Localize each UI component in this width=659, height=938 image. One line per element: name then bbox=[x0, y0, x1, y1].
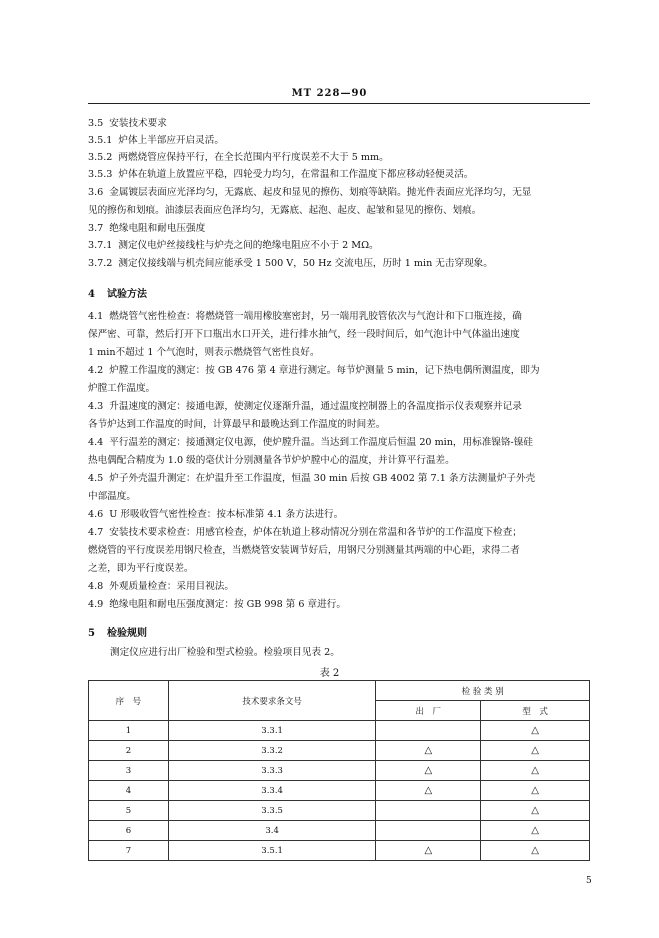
cell-seq: 1 bbox=[89, 721, 169, 741]
page-number: 5 bbox=[586, 876, 592, 886]
clause-number: 4.9 bbox=[88, 599, 104, 610]
clause-3-5-2 bbox=[88, 151, 608, 165]
clause-number: 4.7 bbox=[88, 527, 104, 538]
cell-seq: 4 bbox=[89, 781, 169, 801]
clause-text: 安装技术要求检查：用感官检查，炉体在轨道上移动情况分别在常温和各节炉的工作温度下检查； bbox=[109, 527, 522, 538]
clause-3-7-2 bbox=[88, 257, 608, 271]
cell-seq: 6 bbox=[89, 821, 169, 841]
clause-number: 3.7.2 bbox=[88, 258, 113, 269]
clause-text: 炉体上半部应开启灵活。 bbox=[118, 135, 224, 146]
clause-3-6-line-2: 见的擦伤和划痕。油漆层表面应色泽均匀，无露底、起泡、起皮、起皱和显见的擦伤、划痕。 bbox=[88, 205, 482, 216]
standard-header: MT 228—90 bbox=[291, 88, 368, 99]
clause-number: 4.2 bbox=[88, 365, 104, 376]
clause-number: 4.4 bbox=[88, 437, 104, 448]
clause-number: 3.5.3 bbox=[88, 169, 113, 180]
clause-number: 3.6 bbox=[88, 187, 104, 198]
clause-4-1-line-1 bbox=[88, 310, 608, 324]
cell-type: △ bbox=[481, 821, 590, 841]
cell-clause: 3.3.2 bbox=[168, 741, 376, 761]
cell-type: △ bbox=[481, 801, 590, 821]
clause-text: 测定仪接线端与机壳间应能承受 1 500 V，50 Hz 交流电压，历时 1 min 无击穿现象。 bbox=[118, 258, 493, 269]
clause-4-7-line-3: 之差，即为平行度误差。 bbox=[88, 563, 194, 574]
clause-text: 外观质量检查：采用目视法。 bbox=[109, 581, 234, 592]
cell-factory: △ bbox=[376, 741, 481, 761]
cell-clause: 3.3.5 bbox=[168, 801, 376, 821]
clause-number: 3.5 bbox=[88, 118, 104, 129]
header-category: 检 验 类 别 bbox=[376, 681, 590, 701]
cell-factory: △ bbox=[376, 781, 481, 801]
clause-3-5-3 bbox=[88, 168, 608, 182]
section-5-text: 测定仪应进行出厂检验和型式检验。检验项目见表 2。 bbox=[110, 647, 340, 658]
clause-4-4-line-2: 热电偶配合精度为 1.0 级的毫伏计分别测量各节炉炉膛中心的温度，并计算平行温差。 bbox=[88, 455, 455, 466]
clause-4-2-line-2: 炉膛工作温度。 bbox=[88, 383, 156, 394]
clause-4-1-line-2: 保严密、可靠，然后打开下口瓶出水口开关，进行排水抽气，经一段时间后，如气泡计中气体溢出速度 bbox=[88, 329, 520, 340]
header-type: 型 式 bbox=[481, 701, 590, 721]
clause-text: 测定仪电炉丝接线柱与炉壳之间的绝缘电阻应不小于 2 MΩ。 bbox=[118, 240, 379, 251]
section-title: 检验规则 bbox=[106, 628, 147, 639]
cell-type: △ bbox=[481, 741, 590, 761]
clause-number: 4.6 bbox=[88, 509, 104, 520]
header-rule bbox=[88, 103, 590, 104]
section-number: 4 bbox=[88, 289, 95, 300]
cell-clause: 3.3.1 bbox=[168, 721, 376, 741]
section-number: 5 bbox=[88, 628, 95, 639]
clause-4-1-line-3: 1 min不超过 1 个气泡时，则表示燃烧管气密性良好。 bbox=[88, 347, 320, 358]
cell-factory bbox=[376, 821, 481, 841]
cell-clause: 3.3.4 bbox=[168, 781, 376, 801]
cell-clause: 3.5.1 bbox=[168, 841, 376, 861]
cell-seq: 2 bbox=[89, 741, 169, 761]
clause-text: 炉体在轨道上放置应平稳，四轮受力均匀，在常温和工作温度下都应移动轻便灵活。 bbox=[118, 169, 474, 180]
table-row bbox=[89, 761, 590, 781]
cell-seq: 3 bbox=[89, 761, 169, 781]
cell-factory: △ bbox=[376, 841, 481, 861]
clause-4-7-line-1 bbox=[88, 526, 608, 540]
table-row bbox=[89, 841, 590, 861]
cell-clause: 3.3.3 bbox=[168, 761, 376, 781]
cell-type: △ bbox=[481, 721, 590, 741]
cell-seq: 5 bbox=[89, 801, 169, 821]
cell-seq: 7 bbox=[89, 841, 169, 861]
clause-4-6 bbox=[88, 508, 608, 522]
cell-type: △ bbox=[481, 841, 590, 861]
clause-number: 3.7.1 bbox=[88, 240, 113, 251]
clause-4-9 bbox=[88, 598, 608, 612]
clause-text: 绝缘电阻和耐电压强度 bbox=[109, 223, 206, 234]
inspection-items-table bbox=[88, 680, 590, 861]
section-title: 试验方法 bbox=[106, 289, 147, 300]
table-caption: 表 2 bbox=[319, 668, 340, 679]
table-row bbox=[89, 821, 590, 841]
clause-text: 升温速度的测定：接通电源，使测定仪逐渐升温，通过温度控制器上的各温度指示仪表观察并记录 bbox=[109, 401, 522, 412]
clause-text: 金属镀层表面应光泽均匀，无露底、起皮和显见的擦伤、划痕等缺陷。抛光件表面应光泽均匀，无显 bbox=[109, 187, 532, 198]
clause-3-7-title bbox=[88, 222, 608, 236]
clause-4-4-line-1 bbox=[88, 436, 608, 450]
clause-text: 炉子外壳温升测定：在炉温升至工作温度，恒温 30 min 后按 GB 4002 第 7.1 条方法测量炉子外壳 bbox=[109, 473, 536, 484]
cell-type: △ bbox=[481, 781, 590, 801]
clause-number: 4.3 bbox=[88, 401, 104, 412]
clause-4-5-line-1 bbox=[88, 472, 608, 486]
clause-text: 燃烧管气密性检查：将燃烧管一端用橡胶塞密封，另一端用乳胶管依次与气泡计和下口瓶连接，确 bbox=[109, 311, 522, 322]
clause-4-5-line-2: 中部温度。 bbox=[88, 491, 136, 502]
clause-number: 3.5.2 bbox=[88, 152, 113, 163]
cell-factory bbox=[376, 801, 481, 821]
clause-4-3-line-2: 各节炉达到工作温度的时间，计算最早和最晚达到工作温度的时间差。 bbox=[88, 419, 386, 430]
clause-4-3-line-1 bbox=[88, 400, 608, 414]
clause-3-5-title bbox=[88, 117, 608, 131]
clause-4-2-line-1 bbox=[88, 364, 608, 378]
table-row bbox=[89, 801, 590, 821]
clause-number: 4.5 bbox=[88, 473, 104, 484]
clause-text: 炉膛工作温度的测定：按 GB 476 第 4 章进行测定。每节炉测量 5 min，记下热电偶所测温度，即为 bbox=[109, 365, 540, 376]
clause-number: 3.5.1 bbox=[88, 135, 113, 146]
table-row bbox=[89, 741, 590, 761]
clause-4-8 bbox=[88, 580, 608, 594]
clause-3-5-1 bbox=[88, 134, 608, 148]
clause-text: 安装技术要求 bbox=[109, 118, 167, 129]
header-factory: 出 厂 bbox=[376, 701, 481, 721]
clause-text: 两燃烧管应保持平行，在全长范围内平行度误差不大于 5 mm。 bbox=[118, 152, 389, 163]
clause-text: U 形吸收管气密性检查：按本标准第 4.1 条方法进行。 bbox=[109, 509, 344, 520]
table-row bbox=[89, 781, 590, 801]
clause-3-6-line-1 bbox=[88, 186, 608, 200]
cell-type: △ bbox=[481, 761, 590, 781]
table-row bbox=[89, 721, 590, 741]
header-seq: 序 号 bbox=[89, 681, 169, 721]
clause-number: 4.1 bbox=[88, 311, 104, 322]
clause-number: 4.8 bbox=[88, 581, 104, 592]
clause-number: 3.7 bbox=[88, 223, 104, 234]
clause-4-7-line-2: 燃烧管的平行度误差用钢尺检查，当燃烧管安装调节好后，用钢尺分别测量其两端的中心距，求得二者 bbox=[88, 545, 520, 556]
section-4-heading bbox=[88, 285, 147, 300]
clause-text: 平行温差的测定：接通测定仪电源，使炉膛升温。当达到工作温度后恒温 20 min，用标准镍铬-镍硅 bbox=[109, 437, 533, 448]
cell-factory: △ bbox=[376, 761, 481, 781]
section-5-heading bbox=[88, 624, 147, 639]
cell-factory bbox=[376, 721, 481, 741]
table-header-row bbox=[89, 681, 590, 701]
header-clause: 技术要求条文号 bbox=[168, 681, 376, 721]
clause-3-7-1 bbox=[88, 239, 608, 253]
cell-clause: 3.4 bbox=[168, 821, 376, 841]
clause-text: 绝缘电阻和耐电压强度测定：按 GB 998 第 6 章进行。 bbox=[109, 599, 346, 610]
